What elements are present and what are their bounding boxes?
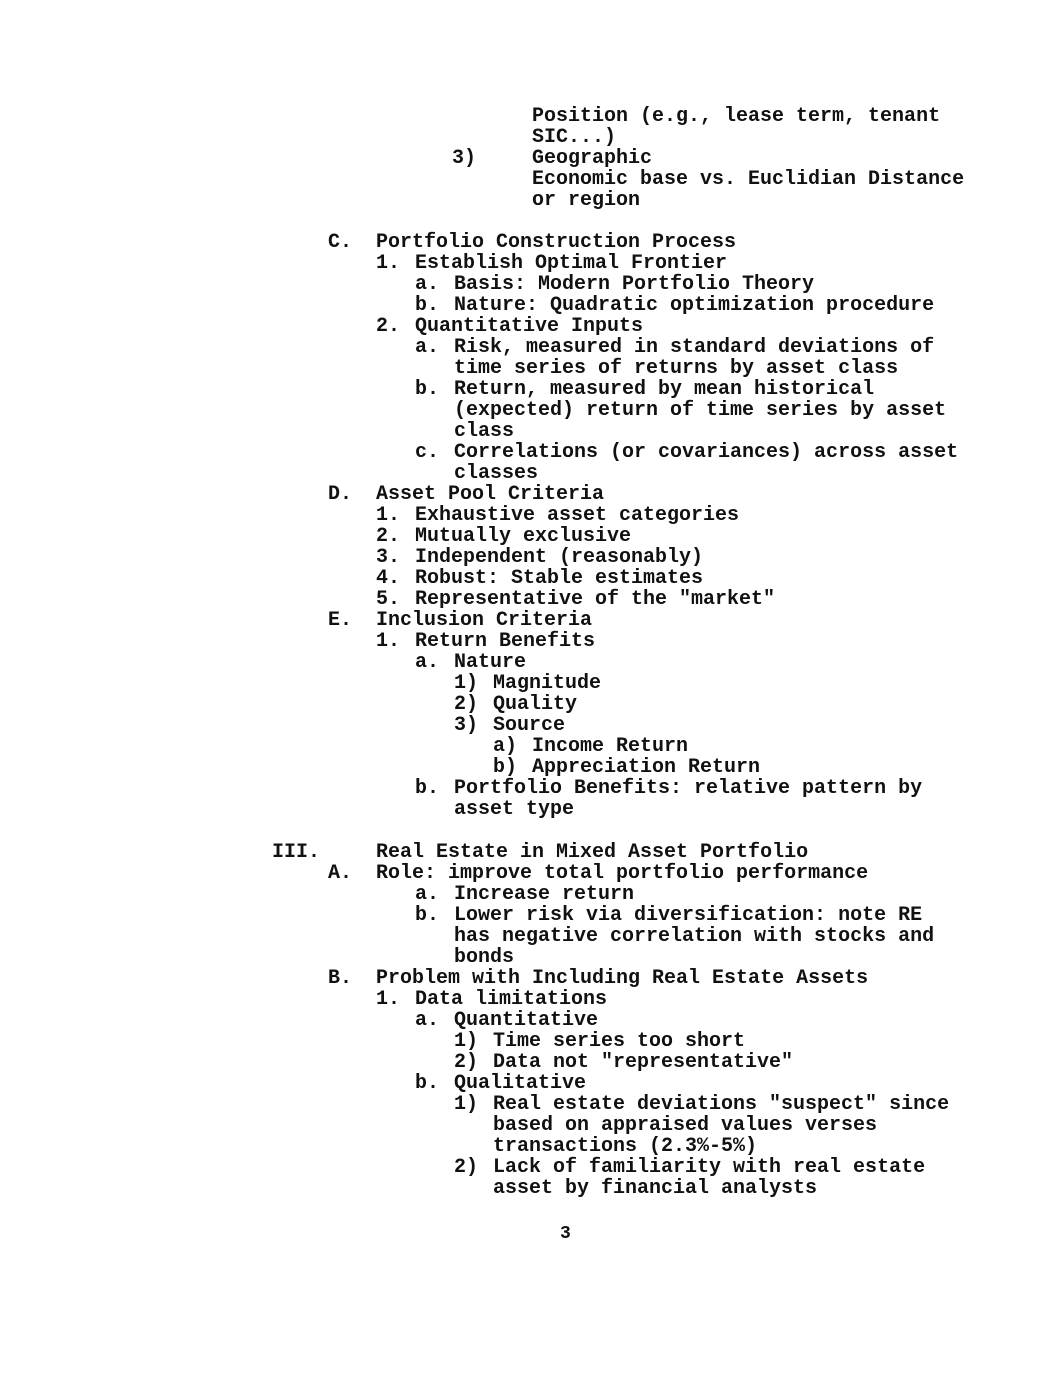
- outline-marker: 3): [452, 147, 477, 170]
- outline-text: Lack of familiarity with real estate: [493, 1156, 926, 1179]
- outline-marker: 1): [454, 672, 479, 695]
- outline-text: Risk, measured in standard deviations of: [454, 336, 935, 359]
- outline-text: transactions (2.3%-5%): [493, 1135, 758, 1158]
- outline-text: or region: [532, 189, 641, 212]
- outline-marker: b.: [415, 777, 440, 800]
- outline-text: Basis: Modern Portfolio Theory: [454, 273, 815, 296]
- outline-marker: D.: [328, 483, 353, 506]
- outline-text: asset by financial analysts: [493, 1177, 818, 1200]
- outline-marker: 4.: [376, 567, 401, 590]
- outline-marker: b.: [415, 1072, 440, 1095]
- outline-text: Inclusion Criteria: [376, 609, 593, 632]
- outline-text: Establish Optimal Frontier: [415, 252, 728, 275]
- outline-text: Nature: Quadratic optimization procedure: [454, 294, 935, 317]
- outline-text: Source: [493, 714, 566, 737]
- outline-text: Quality: [493, 693, 578, 716]
- outline-text: Real Estate in Mixed Asset Portfolio: [376, 841, 809, 864]
- outline-marker: E.: [328, 609, 353, 632]
- outline-marker: 3): [454, 714, 479, 737]
- outline-marker: 1.: [376, 504, 401, 527]
- outline-text: Economic base vs. Euclidian Distance: [532, 168, 965, 191]
- outline-text: Return Benefits: [415, 630, 596, 653]
- outline-marker: 2.: [376, 315, 401, 338]
- outline-text: time series of returns by asset class: [454, 357, 899, 380]
- outline-marker: c.: [415, 441, 440, 464]
- outline-text: Return, measured by mean historical: [454, 378, 875, 401]
- outline-text: Increase return: [454, 883, 635, 906]
- outline-marker: 1.: [376, 252, 401, 275]
- outline-text: Lower risk via diversification: note RE: [454, 904, 923, 927]
- outline-text: Quantitative: [454, 1009, 599, 1032]
- outline-text: Qualitative: [454, 1072, 587, 1095]
- outline-marker: III.: [272, 841, 321, 864]
- outline-marker: 3.: [376, 546, 401, 569]
- outline-text: Problem with Including Real Estate Assets: [376, 967, 869, 990]
- outline-marker: C.: [328, 231, 353, 254]
- outline-text: Independent (reasonably): [415, 546, 704, 569]
- outline-marker: 1): [454, 1093, 479, 1116]
- outline-text: Mutually exclusive: [415, 525, 632, 548]
- outline-text: Asset Pool Criteria: [376, 483, 605, 506]
- outline-text: Position (e.g., lease term, tenant: [532, 105, 941, 128]
- outline-marker: a.: [415, 1009, 440, 1032]
- outline-marker: 2.: [376, 525, 401, 548]
- outline-marker: 5.: [376, 588, 401, 611]
- outline-text: Robust: Stable estimates: [415, 567, 704, 590]
- page-number: 3: [560, 1224, 571, 1244]
- outline-marker: b.: [415, 294, 440, 317]
- outline-marker: 2): [454, 1156, 479, 1179]
- outline-text: Quantitative Inputs: [415, 315, 644, 338]
- outline-marker: a.: [415, 651, 440, 674]
- outline-marker: 1.: [376, 630, 401, 653]
- outline-marker: A.: [328, 862, 353, 885]
- outline-marker: B.: [328, 967, 353, 990]
- outline-marker: a.: [415, 336, 440, 359]
- outline-text: Geographic: [532, 147, 653, 170]
- outline-marker: a.: [415, 273, 440, 296]
- outline-text: (expected) return of time series by asset: [454, 399, 947, 422]
- outline-text: has negative correlation with stocks and: [454, 925, 935, 948]
- outline-marker: 2): [454, 1051, 479, 1074]
- outline-text: Correlations (or covariances) across asset: [454, 441, 959, 464]
- outline-text: asset type: [454, 798, 575, 821]
- outline-text: Exhaustive asset categories: [415, 504, 740, 527]
- outline-marker: 1): [454, 1030, 479, 1053]
- outline-text: Time series too short: [493, 1030, 746, 1053]
- outline-text: based on appraised values verses: [493, 1114, 878, 1137]
- outline-text: Portfolio Benefits: relative pattern by: [454, 777, 923, 800]
- outline-text: Nature: [454, 651, 527, 674]
- outline-text: Role: improve total portfolio performance: [376, 862, 869, 885]
- outline-text: bonds: [454, 946, 515, 969]
- outline-text: Representative of the "market": [415, 588, 776, 611]
- outline-text: classes: [454, 462, 539, 485]
- outline-text: Income Return: [532, 735, 689, 758]
- outline-text: SIC...): [532, 126, 617, 149]
- outline-marker: b): [493, 756, 518, 779]
- outline-marker: b.: [415, 378, 440, 401]
- outline-text: Real estate deviations "suspect" since: [493, 1093, 950, 1116]
- outline-text: Portfolio Construction Process: [376, 231, 737, 254]
- outline-text: Data not "representative": [493, 1051, 794, 1074]
- outline-marker: 1.: [376, 988, 401, 1011]
- outline-marker: a): [493, 735, 518, 758]
- outline-text: Magnitude: [493, 672, 602, 695]
- outline-marker: 2): [454, 693, 479, 716]
- outline-text: class: [454, 420, 515, 443]
- outline-marker: b.: [415, 904, 440, 927]
- outline-text: Data limitations: [415, 988, 608, 1011]
- outline-marker: a.: [415, 883, 440, 906]
- outline-text: Appreciation Return: [532, 756, 761, 779]
